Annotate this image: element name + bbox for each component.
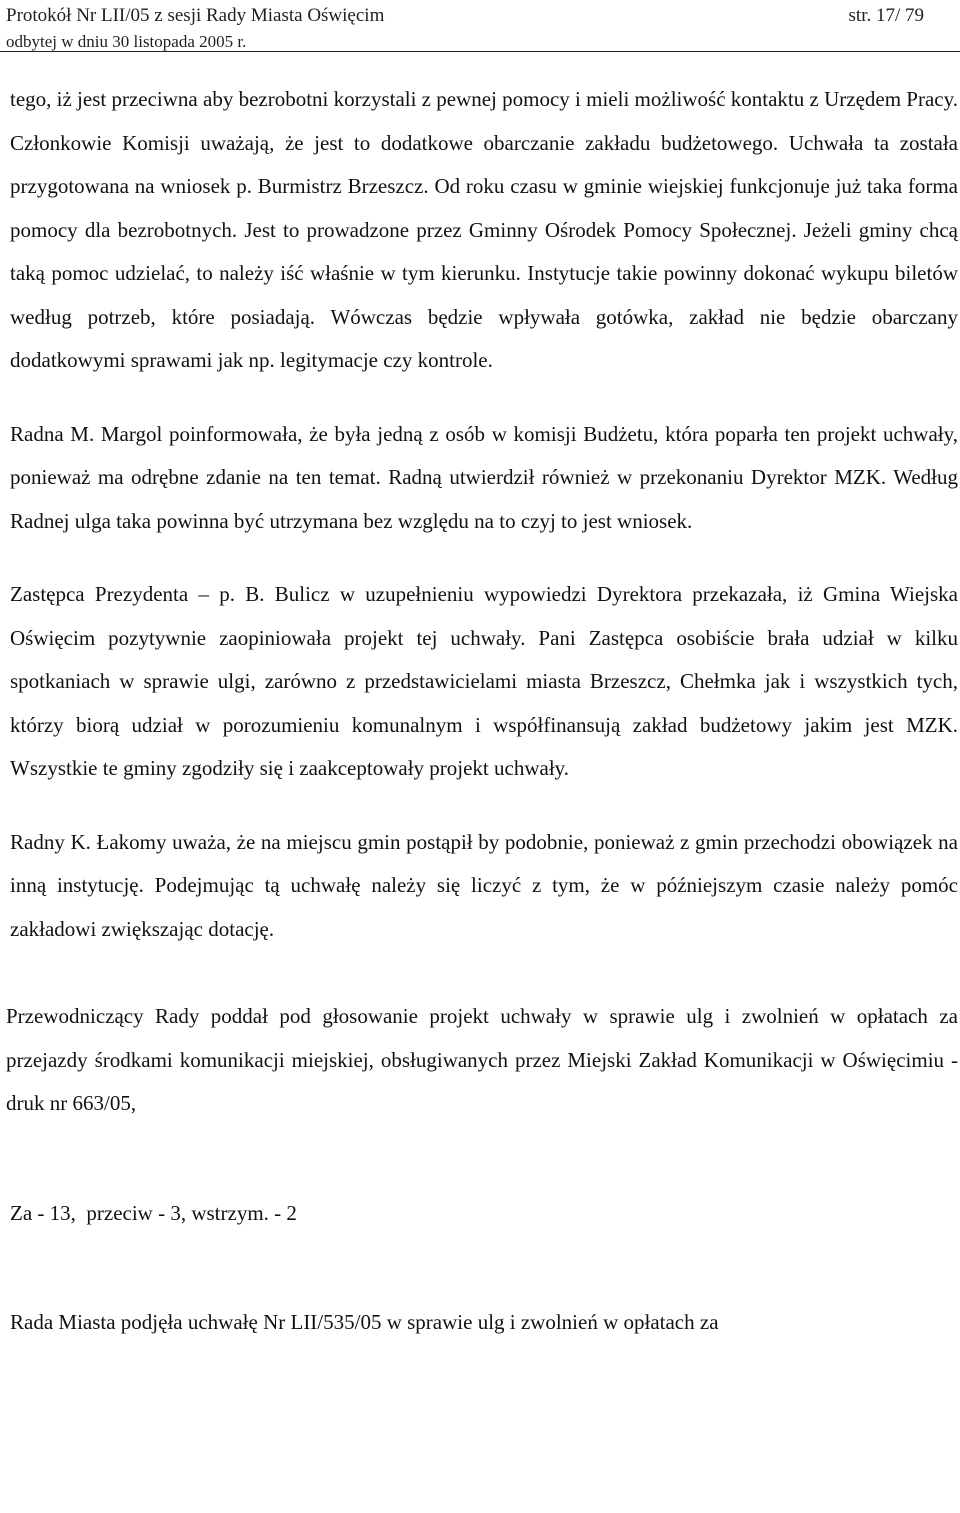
paragraph-commission-opinion: tego, iż jest przeciwna aby bezrobotni korzystali z pewnej pomocy i mieli możliwość kontaktu z Urzędem Pracy. Członkowie Komisji uważają, że jest to dodatkowe obarczanie zakładu budżetowego. Uchwała ta została przygotowana na wniosek p. Burmistrz Brzeszcz. Od roku czasu w gminie wiejskiej funkcjonuje już taka forma pomocy dla bezrobotnych. Jest to prowadzone przez Gminny Ośrodek Pomocy Społecznej. Jeżeli gminy chcą taką pomoc udzielać, to należy iść właśnie w tym kierunku. Instytucje takie powinny dokonać wykupu biletów według potrzeb, które posiadają. Wówczas będzie wpływała gotówka, zakład nie będzie obarczany dodatkowymi sprawami jak np. legitymacje czy kontrole. bbox=[10, 87, 958, 372]
resolution-line: Rada Miasta podjęła uchwałę Nr LII/535/05 w sprawie ulg i zwolnień w opłatach za bbox=[10, 1310, 719, 1334]
paragraph-vote-announcement: Przewodniczący Rady poddał pod głosowanie projekt uchwały w sprawie ulg i zwolnień w opłatach za przejazdy środkami komunikacji miejskiej, obsługiwanych przez Miejski Zakład Komunikacji w Oświęcimiu - druk nr 663/05, bbox=[6, 1004, 958, 1115]
paragraph-zastepca-prezydenta: Zastępca Prezydenta – p. B. Bulicz w uzupełnieniu wypowiedzi Dyrektora przekazała, iż Gmina Wiejska Oświęcim pozytywnie zaopiniowała projekt tej uchwały. Pani Zastępca osobiście brała udział w kilku spotkaniach w sprawie ulgi, zarówno z przedstawicielami miasta Brzeszcz, Chełmka jak i wszystkich tych, którzy biorą udział w porozumieniu komunalnym i współfinansują zakład budżetowy jakim jest MZK. Wszystkie te gminy zgodziły się i zaakceptowały projekt uchwały. bbox=[10, 582, 958, 780]
page-number: str. 17/ 79 bbox=[848, 5, 924, 26]
paragraph-radny-lakomy: Radny K. Łakomy uważa, że na miejscu gmin postąpił by podobnie, ponieważ z gmin przechodzi obowiązek na inną instytucję. Podejmując tą uchwałę należy się liczyć z tym, że w późniejszym czasie należy pomóc zakładowi zwiększając dotację. bbox=[10, 829, 958, 941]
vote-result: Za - 13, przeciw - 3, wstrzym. - 2 bbox=[10, 1200, 297, 1225]
session-date: odbytej w dniu 30 listopada 2005 r. bbox=[6, 32, 247, 51]
page-header bbox=[0, 0, 960, 52]
paragraph-radna-margol: Radna M. Margol poinformowała, że była jedną z osób w komisji Budżetu, która poparła ten projekt uchwały, ponieważ ma odrębne zdanie na ten temat. Radną utwierdził również w przekonaniu Dyrektor MZK. Według Radnej ulga taka powinna być utrzymana bez względu na to czyj to jest wniosek. bbox=[10, 421, 958, 533]
document-body bbox=[6, 78, 958, 1345]
document-title: Protokół Nr LII/05 z sesji Rady Miasta Oświęcim bbox=[6, 5, 385, 26]
